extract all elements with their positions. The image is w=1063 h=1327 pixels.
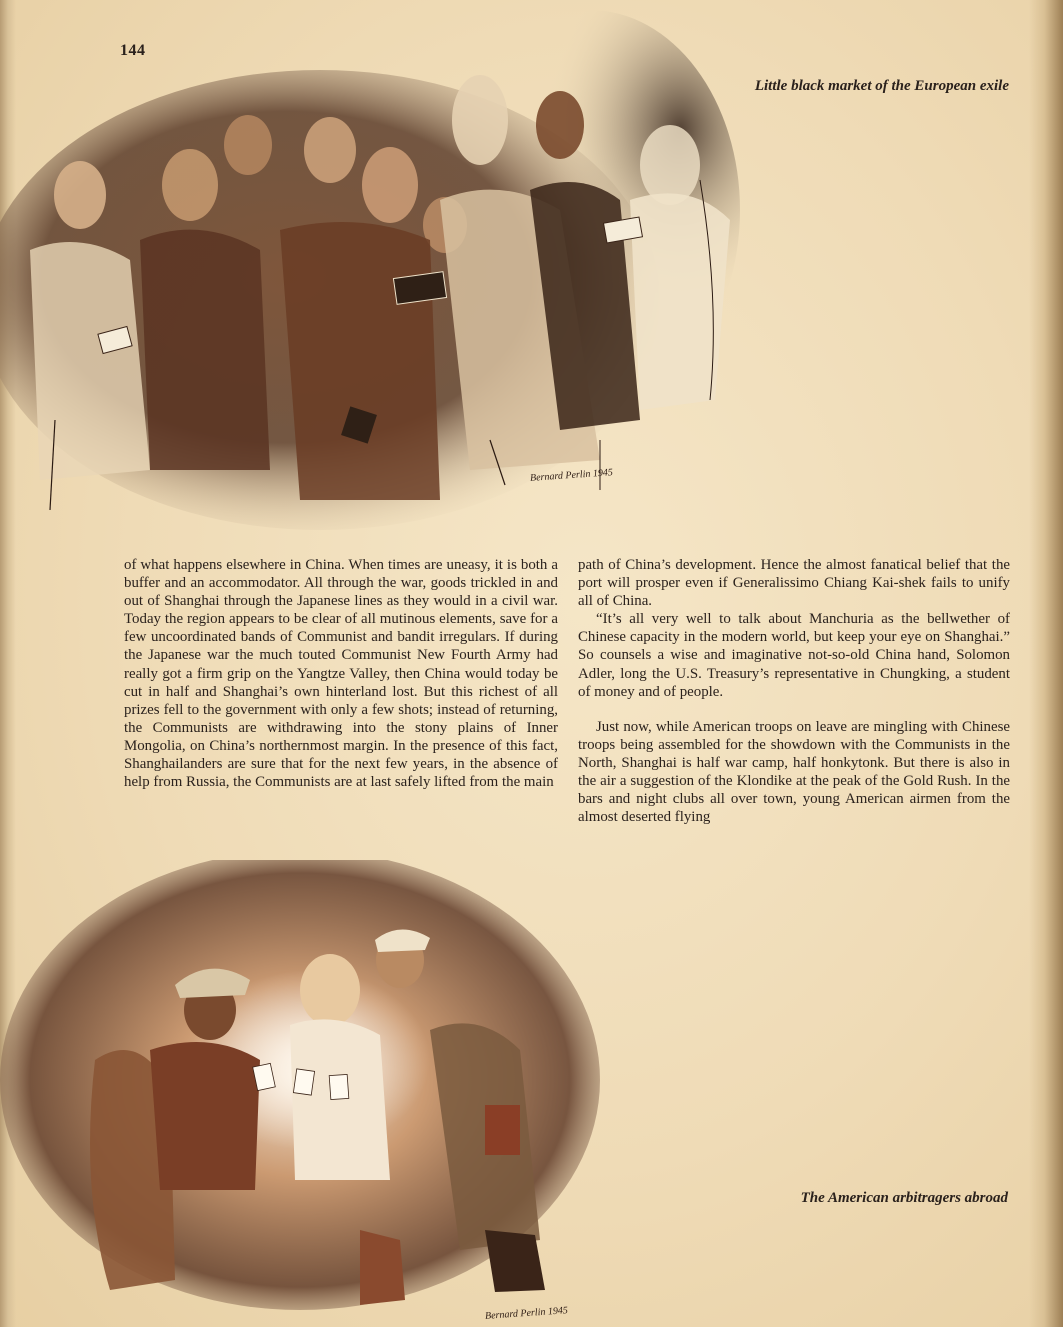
paragraph: Just now, while American troops on leave are mingling with Chinese troops being assembled for the showdown with the Communists in the North, Shanghai is half war camp, half honkytonk. But there is also in the air a suggestion of the Klondike at the peak of the Gold Rush. In the bars and night clubs all over town, young American airmen from the almost deserted flying — [578, 718, 1010, 826]
caption-bottom: The American arbitragers abroad — [800, 1190, 1008, 1206]
article-column-left — [124, 556, 558, 791]
paragraph: “It’s all very well to talk about Manchuria as the bellwether of Chinese capacity in the modern world, but keep your eye on Shanghai.” So counsels a wise and imaginative not-so-old China hand, Solomon Adler, long the U.S. Treasury’s representative in Chungking, a student of money and of people. — [578, 611, 1010, 700]
paragraph: path of China’s development. Hence the almost fanatical belief that the port will prosper even if Generalissimo Chiang Kai-shek fails to unify all of China. — [578, 557, 1010, 610]
artist-signature-top: Bernard Perlin 1945 — [529, 467, 614, 484]
article-column-right — [578, 556, 1010, 826]
illustration-american-arbitragers — [0, 860, 620, 1327]
page-edge-shadow — [1029, 0, 1063, 1327]
page-number: 144 — [120, 42, 146, 59]
illustration-black-market-drawing — [0, 0, 760, 540]
artist-signature-bottom: Bernard Perlin 1945 — [484, 1305, 569, 1322]
illustration-black-market — [0, 0, 760, 540]
paragraph: of what happens elsewhere in China. When times are uneasy, it is both a buffer and an accommodator. All through the war, goods trickled in and out of Shanghai through the Japanese lines as they would in a civil war. Today the region appears to be clear of all mutinous elements, save for a few uncoordinated bands of Communist and bandit irregulars. If during the Japanese war the much touted Communist New Fourth Army had really got a firm grip on the Yangtze Valley, then China would today be cut in half and Shanghai’s own hinterland lost. But this richest of all prizes fell to the government with only a few shots; instead of returning, the Communists are withdrawing into the stony plains of Inner Mongolia, on China’s northernmost margin. In the presence of this fact, Shanghailanders are sure that for the next few years, in the absence of help from Russia, the Communists are at last safely lifted from the main — [124, 557, 558, 791]
caption-top: Little black market of the European exile — [754, 78, 1009, 94]
illustration-american-arbitragers-drawing — [0, 860, 620, 1327]
